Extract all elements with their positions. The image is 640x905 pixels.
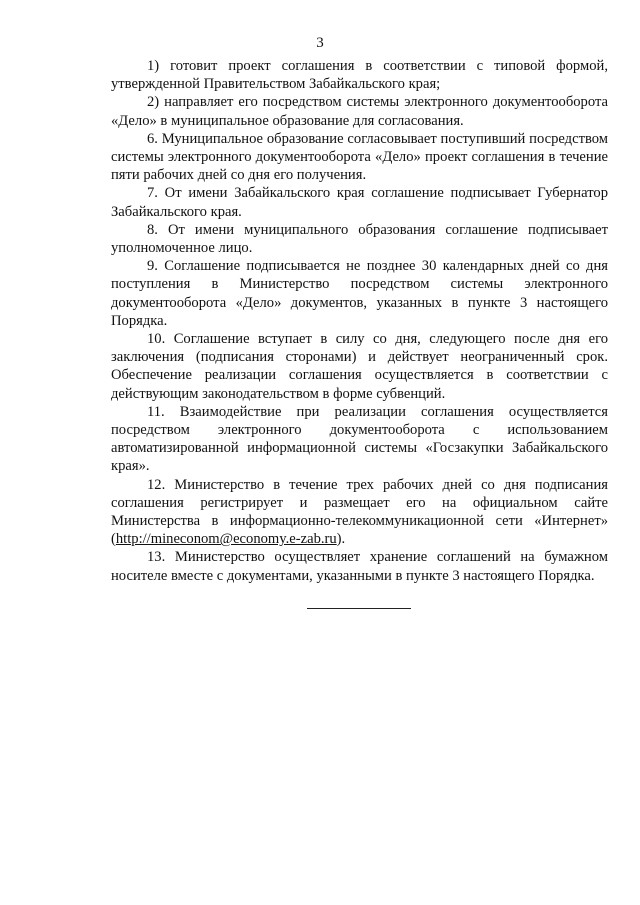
paragraph-6: 6. Муниципальное образование согласовывает поступивший посредством системы электронного документооборота «Дело» проект соглашения в течение пяти рабочих дней со дня его получения. [111, 130, 608, 184]
paragraph-item-2: 2) направляет его посредством системы электронного документооборота «Дело» в муниципальное образование для согласования. [111, 94, 608, 129]
paragraph-item-1: 1) готовит проект соглашения в соответствии с типовой формой, утвержденной Правительством Забайкальского края; [111, 58, 608, 93]
paragraph-12-text: 12. Министерство в течение трех рабочих дней со дня подписания соглашения регистрирует и размещает его на официальном сайте Министерства в информационно-телекоммуникационной сети «Интернет» ( [111, 476, 608, 548]
paragraph-8: 8. От имени муниципального образования соглашение подписывает уполномоченное лицо. [111, 221, 608, 257]
paragraph-12 [111, 476, 608, 549]
end-of-document-rule [307, 608, 411, 609]
page-number: 3 [316, 35, 324, 51]
ministry-website-link[interactable]: http://mineconom@economy.e-zab.ru [115, 531, 337, 548]
document-body [111, 57, 608, 585]
paragraph-12-tail: ). [336, 531, 346, 548]
paragraph-11: 11. Взаимодействие при реализации соглашения осуществляется посредством электронного документооборота с использованием автоматизированной информационной системы «Госзакупки Забайкальского края». [111, 403, 608, 475]
paragraph-9: 9. Соглашение подписывается не позднее 30 календарных дней со дня поступления в Министерство посредством системы электронного документооборота «Дело» документов, указанных в пункте 3 настоящего Порядка. [111, 258, 608, 329]
paragraph-10: 10. Соглашение вступает в силу со дня, следующего после дня его заключения (подписания сторонами) и действует неограниченный срок. Обеспечение реализации соглашения осуществляется в соответствии с действующим законодательством в форме субвенций. [111, 331, 608, 402]
paragraph-13: 13. Министерство осуществляет хранение соглашений на бумажном носителе вместе с документами, указанными в пункте 3 настоящего Порядка. [111, 549, 608, 584]
paragraph-7: 7. От имени Забайкальского края соглашение подписывает Губернатор Забайкальского края. [111, 185, 608, 220]
